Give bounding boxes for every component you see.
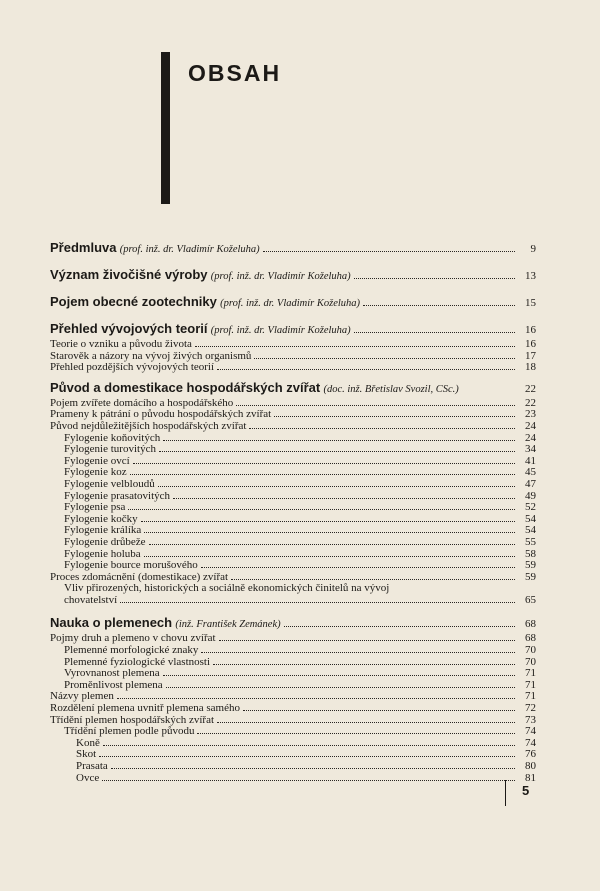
heading-title: Význam živočišné výroby [50,267,208,282]
page-ref: 15 [525,297,536,309]
entry-text: Třídění plemen hospodářských zvířat [50,713,215,726]
entry-text: Koně [76,736,100,749]
toc-entry [50,726,536,738]
page-ref: 58 [525,547,536,560]
page-ref: 71 [525,690,536,703]
entry-text: Fylogenie koz [64,466,127,479]
page-ref: 59 [525,559,536,572]
entry-text: Fylogenie velbloudů [64,477,155,490]
page-ref: 17 [525,349,536,362]
heading-title: Původ a domestikace hospodářských zvířat [50,379,321,395]
heading-author: (prof. inž. dr. Vladimír Koželuha) [220,298,361,309]
entry-text: Prasata [76,760,108,772]
heading-title: Předmluva [50,240,117,255]
page-ref: 65 [525,593,536,606]
page-ref: 23 [525,408,536,421]
entry-text: Starověk a názory na vývoj živých organismů [50,349,252,362]
entry-text: Pojmy druh a plemeno v chovu zvířat [50,632,216,645]
entry-text: Prameny k pátrání o původu hospodářských zvířat [50,408,272,421]
entry-text: Názvy plemen [50,690,114,703]
page-title: OBSAH [188,60,282,86]
title-bar [161,52,170,204]
toc-entry [50,645,536,657]
entry-text: Fylogenie koňovitých [64,431,161,444]
page-ref: 34 [525,443,536,456]
entry-text: Fylogenie králíka [64,524,142,537]
toc-heading [50,294,536,312]
heading-title: Pojem obecné zootechniky [50,294,217,309]
entry-text: Proces zdomácnění (domestikace) zvířat [50,570,229,583]
page-ref: 68 [525,618,536,631]
entry-text: Fylogenie drůbeže [64,535,146,548]
toc-entry [50,703,536,715]
page-ref: 45 [525,466,536,479]
heading-title: Přehled vývojových teorií [50,321,208,336]
page-ref: 71 [525,667,536,680]
entry-text: Rozdělení plemena uvnitř plemena samého [50,702,240,715]
toc-entry [50,444,536,456]
toc-entry [50,680,536,692]
page-number-rule [505,780,506,806]
page-ref: 59 [525,570,536,583]
toc-entry [50,595,536,607]
entry-text: Fylogenie turovitých [64,443,156,456]
entry-text: Fylogenie prasatovitých [64,489,171,502]
heading-author: (prof. inž. dr. Vladimír Koželuha) [119,244,260,255]
entry-text: Teorie o vzniku a původu života [50,338,192,350]
page-ref: 71 [525,678,536,691]
page-ref: 9 [530,243,536,255]
heading-author: (prof. inž. dr. Vladimír Koželuha) [210,271,351,282]
page-ref: 24 [525,419,536,432]
toc-heading [50,321,536,339]
toc-heading [50,240,536,258]
entry-text: Plemenné fyziologické vlastnosti [64,655,211,668]
entry-text: Skot [76,748,97,761]
page-ref: 74 [525,736,536,749]
page-ref: 16 [525,324,536,336]
page-ref: 22 [525,382,536,395]
page-ref: 24 [525,431,536,444]
page-ref: 72 [525,702,536,715]
toc-entry [50,421,536,433]
entry-text: Vyrovnanost plemena [64,667,160,680]
page-ref: 22 [525,396,536,409]
page-ref: 52 [525,501,536,514]
page-ref: 73 [525,713,536,726]
heading-author: (prof. inž. dr. Vladimír Koželuha) [210,325,351,336]
page-ref: 16 [525,338,536,350]
entry-text: Vliv přirozených, historických a sociálně ekonomických činitelů na vývoj [64,582,390,595]
toc-entry [50,583,536,595]
entry-text: Fylogenie psa [64,501,126,514]
page-ref: 68 [525,632,536,645]
toc-entry [50,339,536,351]
page-ref: 55 [525,535,536,548]
page-ref: 74 [525,725,536,738]
toc-entry [50,362,536,374]
entry-text: chovatelství [64,593,118,606]
entry-text: Pojem zvířete domácího a hospodářského [50,396,234,409]
page-ref: 49 [525,489,536,502]
page-ref: 54 [525,512,536,525]
page-ref: 81 [525,771,536,784]
toc-heading [50,380,536,398]
heading-author: (doc. inž. Břetislav Svozil, CSc.) [323,383,459,395]
toc-entry [50,502,536,514]
page-ref: 18 [525,361,536,374]
page-ref: 80 [525,760,536,772]
toc-entry [50,479,536,491]
heading-title: Nauka o plemenech [50,615,173,631]
page-ref: 13 [525,270,536,282]
page-ref: 54 [525,524,536,537]
entry-text: Původ nejdůležitějších hospodářských zvířat [50,419,247,432]
toc-entry [50,738,536,750]
page-ref: 70 [525,644,536,657]
entry-text: Fylogenie holuba [64,547,141,560]
toc-entry [50,537,536,549]
entry-text: Fylogenie ovcí [64,454,130,467]
toc-heading [50,267,536,285]
page-number: 5 [522,783,530,798]
page-ref: 47 [525,477,536,490]
page-ref: 76 [525,748,536,761]
toc-entry [50,773,536,785]
entry-text: Třídění plemen podle původu [64,725,195,738]
entry-text: Proměnlivost plemena [64,678,163,691]
table-of-contents [50,240,536,784]
toc-heading [50,615,536,633]
toc-entry [50,749,536,761]
page-ref: 41 [525,454,536,467]
entry-text: Ovce [76,771,100,784]
toc-entry [50,761,536,773]
entry-text: Přehled pozdějších vývojových teorií [50,361,215,374]
entry-text: Fylogenie bource morušového [64,559,198,572]
entry-text: Fylogenie kočky [64,512,138,525]
page-ref: 70 [525,655,536,668]
entry-text: Plemenné morfologické znaky [64,644,199,657]
heading-author: (inž. František Zemánek) [175,619,281,631]
toc-entry [50,560,536,572]
